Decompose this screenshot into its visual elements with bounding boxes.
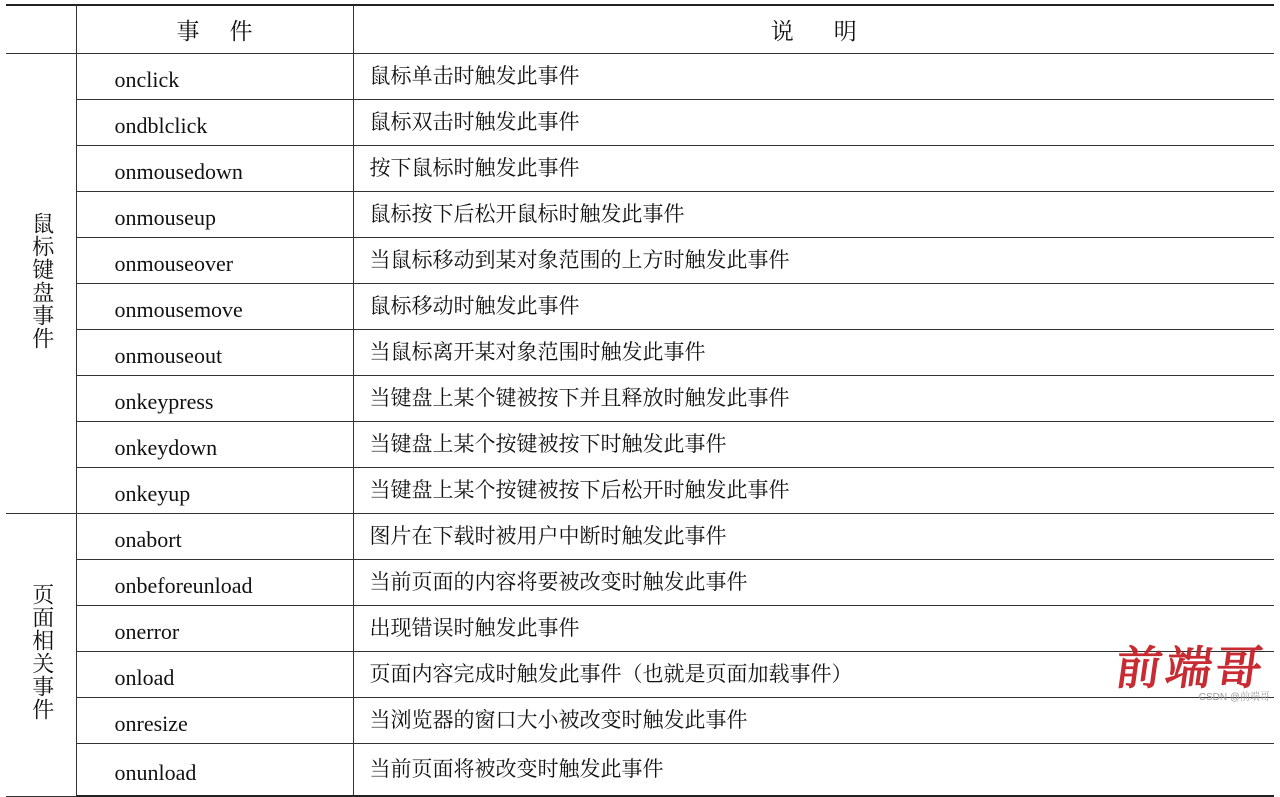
table-row — [6, 238, 1274, 284]
event-name: onresize — [76, 698, 353, 744]
event-description: 鼠标单击时触发此事件 — [353, 54, 1274, 100]
group-cell — [6, 54, 76, 514]
event-description: 鼠标双击时触发此事件 — [353, 100, 1274, 146]
event-name: ondblclick — [76, 100, 353, 146]
event-description: 当键盘上某个按键被按下后松开时触发此事件 — [353, 468, 1274, 514]
event-description: 当鼠标离开某对象范围时触发此事件 — [353, 330, 1274, 376]
table-row — [6, 744, 1274, 797]
event-description: 当键盘上某个按键被按下时触发此事件 — [353, 422, 1274, 468]
event-description: 鼠标按下后松开鼠标时触发此事件 — [353, 192, 1274, 238]
event-description: 鼠标移动时触发此事件 — [353, 284, 1274, 330]
event-name: onabort — [76, 514, 353, 560]
event-name: onmouseover — [76, 238, 353, 284]
events-table — [6, 4, 1274, 797]
csdn-attribution: CSDN @前端哥 — [1198, 692, 1270, 703]
header-description: 说明 — [353, 5, 1274, 54]
table-row — [6, 560, 1274, 606]
group-label: 鼠标键盘事件 — [28, 212, 54, 350]
header-event: 事件 — [76, 5, 353, 54]
event-description: 按下鼠标时触发此事件 — [353, 146, 1274, 192]
group-label: 页面相关事件 — [28, 583, 54, 722]
event-description: 当前页面的内容将要被改变时触发此事件 — [353, 560, 1274, 606]
group-cell — [6, 514, 76, 797]
event-name: onunload — [76, 744, 353, 797]
event-name: onkeypress — [76, 376, 353, 422]
table-row — [6, 514, 1274, 560]
table-row — [6, 330, 1274, 376]
table-row — [6, 698, 1274, 744]
table-row — [6, 192, 1274, 238]
event-name: onload — [76, 652, 353, 698]
table-row — [6, 284, 1274, 330]
table-row — [6, 376, 1274, 422]
event-name: onbeforeunload — [76, 560, 353, 606]
header-row — [6, 5, 1274, 54]
event-description: 当键盘上某个键被按下并且释放时触发此事件 — [353, 376, 1274, 422]
event-name: onclick — [76, 54, 353, 100]
table-row — [6, 100, 1274, 146]
event-description: 出现错误时触发此事件 — [353, 606, 1274, 652]
event-name: onmouseup — [76, 192, 353, 238]
event-name: onmousedown — [76, 146, 353, 192]
table-header — [6, 5, 1274, 54]
event-name: onkeydown — [76, 422, 353, 468]
event-description: 当浏览器的窗口大小被改变时触发此事件 — [353, 698, 1274, 744]
event-name: onerror — [76, 606, 353, 652]
event-description: 当鼠标移动到某对象范围的上方时触发此事件 — [353, 238, 1274, 284]
event-name: onkeyup — [76, 468, 353, 514]
table-row — [6, 422, 1274, 468]
event-description: 页面内容完成时触发此事件（也就是页面加载事件） — [353, 652, 1274, 698]
table-body — [6, 54, 1274, 797]
watermark-logo: 前端哥 — [1112, 641, 1270, 695]
table-row — [6, 146, 1274, 192]
table-row — [6, 652, 1274, 698]
table-row — [6, 54, 1274, 100]
header-group-cell — [6, 5, 76, 54]
event-name: onmousemove — [76, 284, 353, 330]
event-description: 图片在下载时被用户中断时触发此事件 — [353, 514, 1274, 560]
table-row — [6, 468, 1274, 514]
table-row — [6, 606, 1274, 652]
event-name: onmouseout — [76, 330, 353, 376]
event-description: 当前页面将被改变时触发此事件 — [353, 744, 1274, 797]
